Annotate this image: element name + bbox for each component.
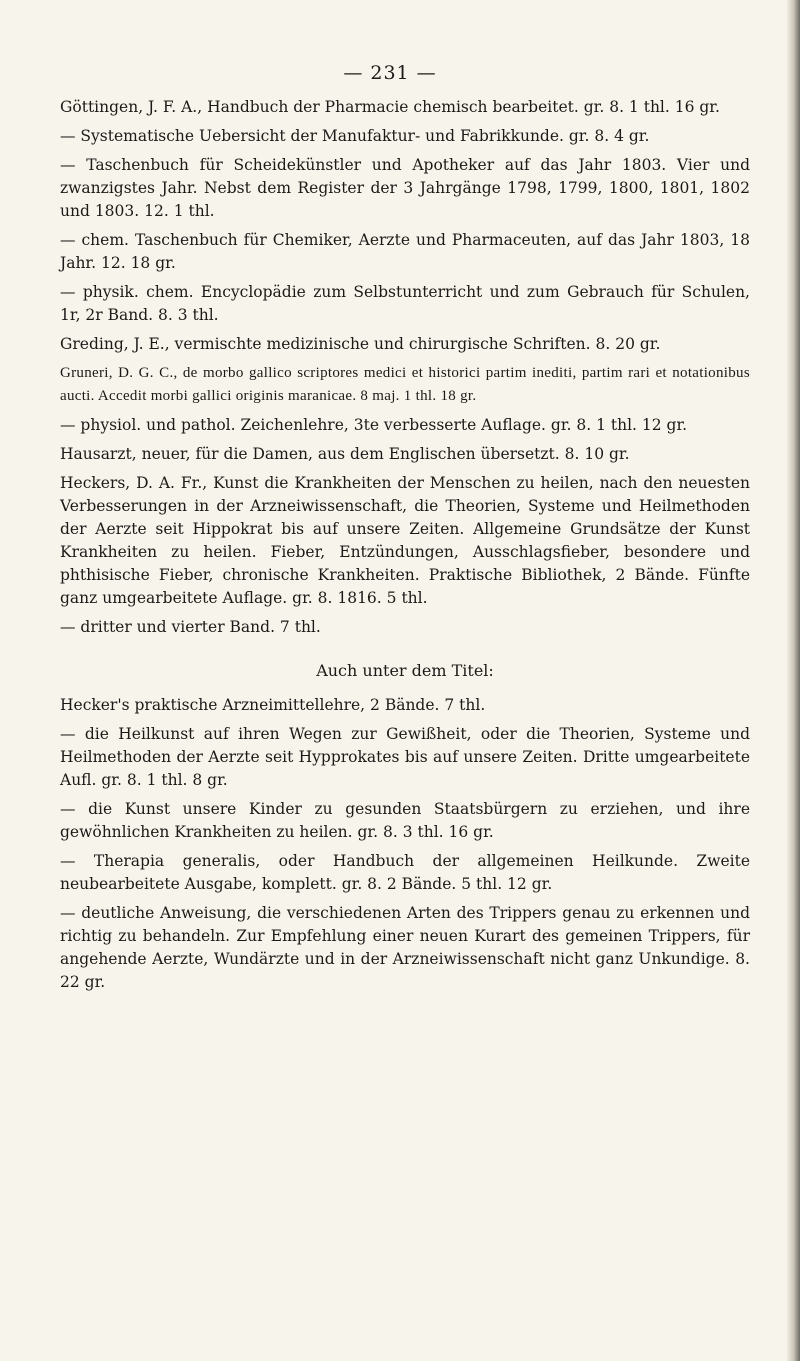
catalog-entry: Göttingen, J. F. A., Handbuch der Pharmacie chemisch bearbeitet. gr. 8. 1 thl. 16 gr. bbox=[60, 98, 720, 116]
catalog-entry: — deutliche Anweisung, die verschiedenen Arten des Trippers genau zu erkennen und richtig zu behandeln. Zur Empfehlung einer neuen Kurart des gemeinen Trippers, für angehende Aerzte, Wundärzte und in der Arzneiwissenschaft nicht ganz Unkundige. 8. 22 gr. bbox=[60, 904, 750, 991]
catalog-entry: Hausarzt, neuer, für die Damen, aus dem Englischen übersetzt. 8. 10 gr. bbox=[60, 445, 630, 463]
catalog-entry: — die Heilkunst auf ihren Wegen zur Gewißheit, oder die Theorien, Systeme und Heilmethoden der Aerzte seit Hypprokates bis auf unsere Zeiten. Dritte umgearbeitete Aufl. gr. 8. 1 thl. 8 gr. bbox=[60, 725, 750, 789]
catalog-entry: — chem. Taschenbuch für Chemiker, Aerzte und Pharmaceuten, auf das Jahr 1803, 18 Jahr. 12. 18 gr. bbox=[60, 231, 750, 272]
page-number: — 231 — bbox=[343, 62, 437, 84]
catalog-entry: Greding, J. E., vermischte medizinische und chirurgische Schriften. 8. 20 gr. bbox=[60, 335, 661, 353]
catalog-entry: — physiol. und pathol. Zeichenlehre, 3te verbesserte Auflage. gr. 8. 1 thl. 12 gr. bbox=[60, 416, 688, 434]
page-edge bbox=[786, 0, 800, 1361]
catalog-entry: Hecker's praktische Arzneimittellehre, 2 Bände. 7 thl. bbox=[60, 696, 486, 714]
catalog-entry: — physik. chem. Encyclopädie zum Selbstunterricht und zum Gebrauch für Schulen, 1r, 2r Band. 8. 3 thl. bbox=[60, 283, 750, 324]
catalog-entry: — die Kunst unsere Kinder zu gesunden Staatsbürgern zu erziehen, und ihre gewöhnlichen Krankheiten zu heilen. gr. 8. 3 thl. 16 gr. bbox=[60, 800, 750, 841]
catalog-entry-latin: Gruneri, D. G. C., de morbo gallico scriptores medici et historici partim inediti, partim rari et notationibus aucti. Accedit morbi gallici originis maranicae. 8 maj. 1 thl. 18 gr. bbox=[60, 365, 750, 404]
catalog-entry: — Systematische Uebersicht der Manufaktur- und Fabrikkunde. gr. 8. 4 gr. bbox=[60, 127, 650, 145]
catalog-text bbox=[60, 96, 750, 1000]
catalog-entry: Heckers, D. A. Fr., Kunst die Krankheiten der Menschen zu heilen, nach den neuesten Verbesserungen in der Arzneiwissenschaft, die Theorien, Systeme und Heilmethoden der Aerzte seit Hippokrat bis auf unsere Zeiten. Allgemeine Grundsätze der Kunst Krankheiten zu heilen. Fieber, Entzündungen, Ausschlagsfieber, besondere und phthisische Fieber, chronische Krankheiten. Praktische Bibliothek, 2 Bände. Fünfte ganz umgearbeitete Auflage. gr. 8. 1816. 5 thl. bbox=[60, 474, 750, 607]
catalog-entry: — Taschenbuch für Scheidekünstler und Apotheker auf das Jahr 1803. Vier und zwanzigstes Jahr. Nebst dem Register der 3 Jahrgänge 1798, 1799, 1800, 1801, 1802 und 1803. 12. 1 thl. bbox=[60, 156, 750, 220]
catalog-entry: — Therapia generalis, oder Handbuch der allgemeinen Heilkunde. Zweite neubearbeitete Ausgabe, komplett. gr. 8. 2 Bände. 5 thl. 12 gr. bbox=[60, 852, 750, 893]
catalog-entry: — dritter und vierter Band. 7 thl. bbox=[60, 618, 321, 636]
subheading: Auch unter dem Titel: bbox=[316, 661, 494, 680]
